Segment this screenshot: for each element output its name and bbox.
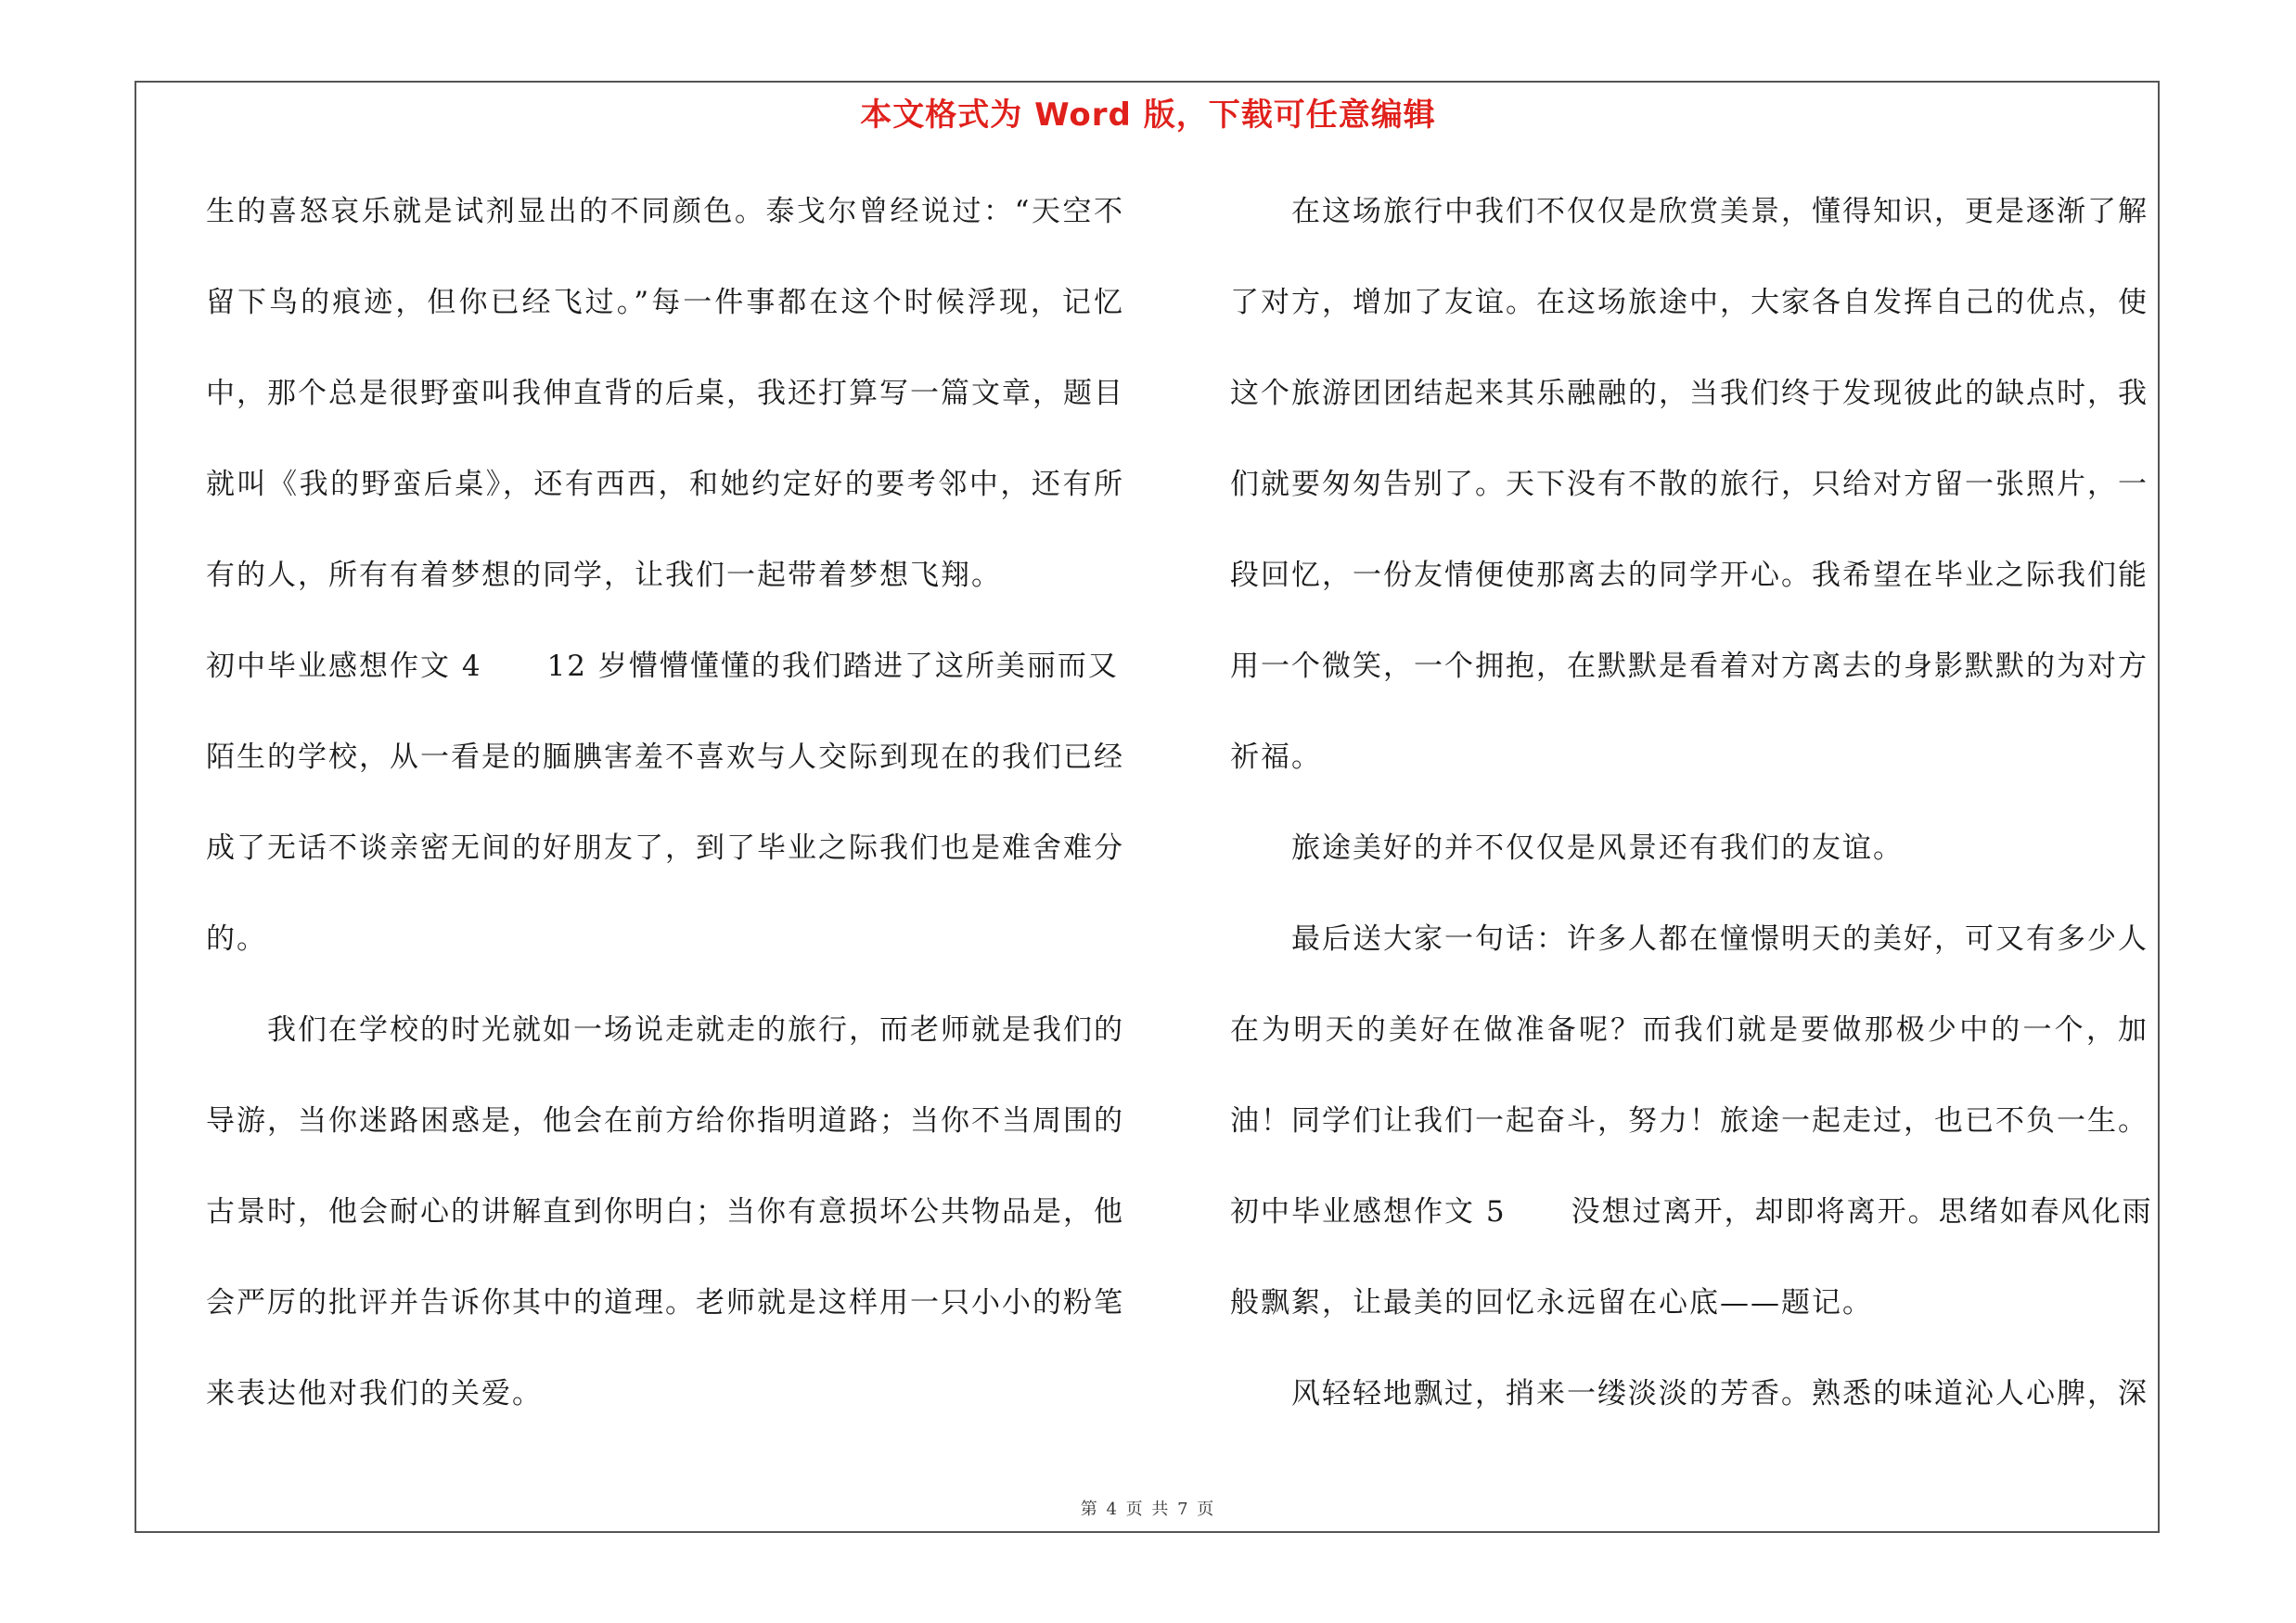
text-line: 们就要匆匆告别了。天下没有不散的旅行，只给对方留一张照片，一 [1230, 468, 2148, 501]
text-line: 的。 [206, 922, 267, 956]
text-line: 会严厉的批评并告诉你其中的道理。老师就是这样用一只小小的粉笔 [206, 1286, 1124, 1320]
text-line: 了对方，增加了友谊。在这场旅途中，大家各自发挥自己的优点，使 [1230, 286, 2148, 319]
text-line: 12 岁懵懵懂懂的我们踏进了这所美丽而又 [546, 650, 1119, 683]
text-line: 风轻轻地飘过，捎来一缕淡淡的芳香。熟悉的味道沁人心脾，深 [1291, 1377, 2148, 1410]
text-line: 最后送大家一句话：许多人都在憧憬明天的美好，可又有多少人 [1291, 922, 2148, 956]
text-line: 油！同学们让我们一起奋斗，努力！旅途一起走过，也已不负一生。 [1230, 1104, 2148, 1138]
text-line: 用一个微笑，一个拥抱，在默默是看着对方离去的身影默默的为对方 [1230, 650, 2148, 683]
text-line: 没想过离开，却即将离开。思绪如春风化雨 [1571, 1195, 2153, 1229]
essay-heading-line [1230, 1182, 2153, 1273]
text-line: 有的人，所有有着梦想的同学，让我们一起带着梦想飞翔。 [206, 559, 1002, 592]
text-line: 旅途美好的并不仅仅是风景还有我们的友谊。 [1291, 831, 1904, 865]
text-line: 中，那个总是很野蛮叫我伸直背的后桌，我还打算写一篇文章，题目 [206, 377, 1124, 410]
text-line: 古景时，他会耐心的讲解直到你明白；当你有意损坏公共物品是，他 [206, 1195, 1124, 1229]
essay-heading: 初中毕业感想作文 5 [1230, 1195, 1507, 1229]
format-banner: 本文格式为 Word 版，下载可任意编辑 [860, 97, 1436, 134]
text-line: 留下鸟的痕迹，但你已经飞过。”每一件事都在这个时候浮现，记忆 [206, 286, 1124, 319]
text-line: 陌生的学校，从一看是的腼腆害羞不喜欢与人交际到现在的我们已经 [206, 741, 1124, 774]
page-number: 第 4 页 共 7 页 [1080, 1500, 1216, 1519]
text-line: 在这场旅行中我们不仅仅是欣赏美景，懂得知识，更是逐渐了解 [1291, 195, 2148, 228]
text-line: 在为明天的美好在做准备呢？而我们就是要做那极少中的一个，加 [1230, 1013, 2148, 1047]
text-line: 这个旅游团团结起来其乐融融的，当我们终于发现彼此的缺点时，我 [1230, 377, 2148, 410]
text-line: 导游，当你迷路困惑是，他会在前方给你指明道路；当你不当周围的 [206, 1104, 1124, 1138]
text-line: 生的喜怒哀乐就是试剂显出的不同颜色。泰戈尔曾经说过：“天空不 [206, 195, 1124, 228]
text-line: 来表达他对我们的关爱。 [206, 1377, 543, 1410]
essay-heading: 初中毕业感想作文 4 [206, 650, 482, 683]
essay-heading-line [206, 637, 1124, 728]
text-line: 段回忆，一份友情便使那离去的同学开心。我希望在毕业之际我们能 [1230, 559, 2148, 592]
text-line: 般飘絮，让最美的回忆永远留在心底——题记。 [1230, 1286, 1873, 1320]
left-text-column [206, 182, 1124, 1455]
text-line: 祈福。 [1230, 741, 1322, 774]
right-text-column [1230, 182, 2153, 1455]
text-line: 我们在学校的时光就如一场说走就走的旅行，而老师就是我们的 [267, 1013, 1124, 1047]
text-line: 就叫《我的野蛮后桌》，还有西西，和她约定好的要考邻中，还有所 [206, 468, 1124, 501]
text-line: 成了无话不谈亲密无间的好朋友了，到了毕业之际我们也是难舍难分 [206, 831, 1124, 865]
